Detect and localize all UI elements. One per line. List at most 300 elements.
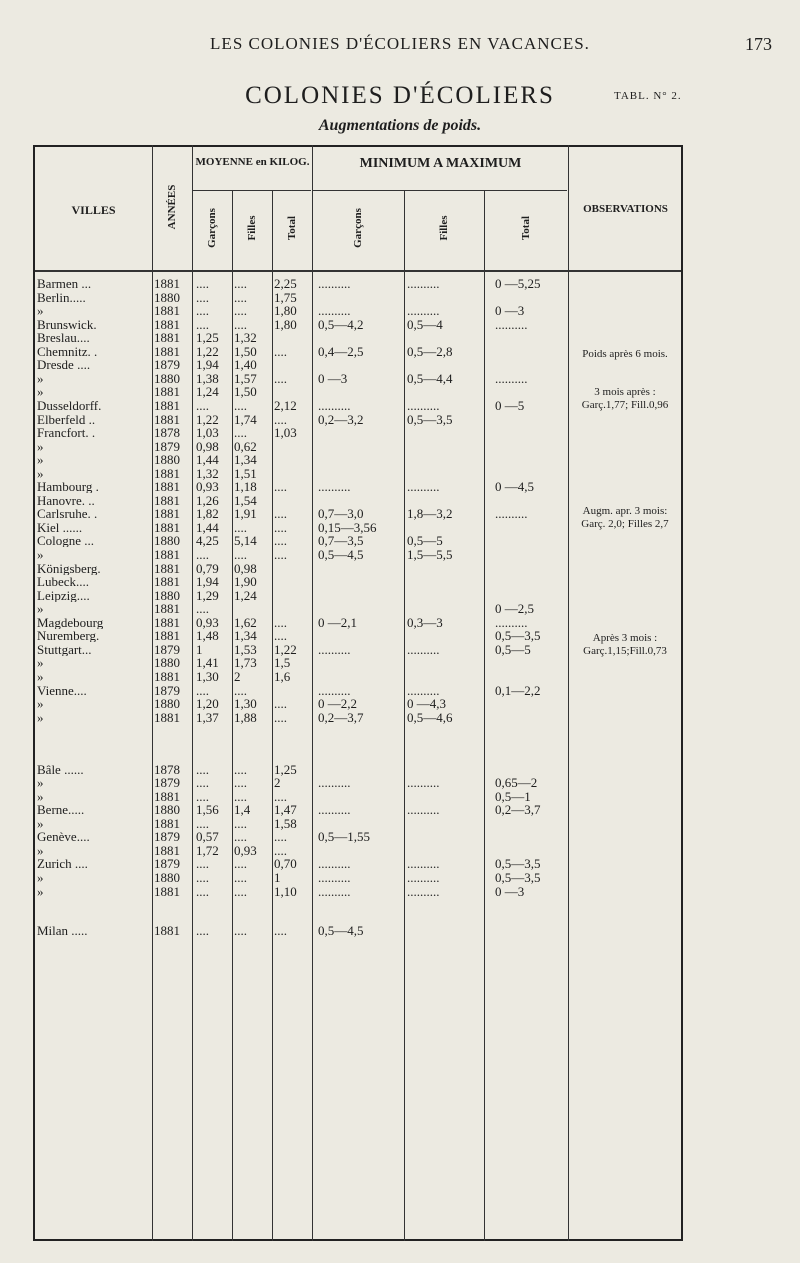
cell-mt: .... bbox=[274, 480, 287, 494]
cell-ville: Brunswick. bbox=[37, 317, 97, 331]
cell-nf: .......... bbox=[407, 871, 440, 884]
cell-annee: 1881 bbox=[154, 385, 180, 399]
page-number: 173 bbox=[745, 34, 772, 54]
cell-mt: .... bbox=[274, 697, 287, 711]
cell-mg: 1,30 bbox=[196, 669, 219, 683]
table-row bbox=[35, 857, 681, 870]
cell-annee: 1879 bbox=[154, 642, 180, 656]
cell-mg: 1,25 bbox=[196, 331, 219, 345]
observation-note: Garç. 2,0; Filles 2,7 bbox=[581, 518, 669, 530]
cell-mf: 1,62 bbox=[234, 615, 257, 629]
cell-ville: Lubeck.... bbox=[37, 575, 89, 589]
table-row bbox=[35, 697, 681, 710]
table-row bbox=[35, 413, 681, 426]
cell-nf: .......... bbox=[407, 398, 440, 412]
cell-nf: .......... bbox=[407, 642, 440, 656]
cell-mt: 1,22 bbox=[274, 642, 297, 656]
cell-mt: .... bbox=[274, 371, 287, 385]
cell-nf: .......... bbox=[407, 683, 440, 697]
cell-mf: 1,34 bbox=[234, 453, 257, 467]
observation-note: 3 mois après : bbox=[594, 386, 656, 398]
cell-mt: .... bbox=[274, 629, 287, 643]
cell-mg: .... bbox=[196, 789, 209, 803]
cell-mt: 1,5 bbox=[274, 656, 291, 670]
cell-ville: » bbox=[37, 453, 44, 467]
cell-ville: Vienne.... bbox=[37, 683, 87, 697]
cell-mt: .... bbox=[274, 520, 287, 534]
cell-mt: 1,80 bbox=[274, 317, 297, 331]
cell-ville: Francfort. . bbox=[37, 426, 96, 440]
cell-mf: .... bbox=[234, 683, 247, 697]
table-row bbox=[35, 575, 681, 588]
cell-annee: 1880 bbox=[154, 656, 180, 670]
cell-ville: » bbox=[37, 669, 44, 683]
cell-annee: 1881 bbox=[154, 789, 180, 803]
cell-ng: 0,5—4,2 bbox=[318, 317, 364, 331]
cell-mt: 0,70 bbox=[274, 857, 297, 871]
cell-mt: 2,25 bbox=[274, 277, 297, 290]
cell-nf: .......... bbox=[407, 304, 440, 318]
cell-annee: 1879 bbox=[154, 776, 180, 790]
table-row bbox=[35, 684, 681, 697]
cell-mt: .... bbox=[274, 507, 287, 521]
cell-ng: .......... bbox=[318, 480, 351, 494]
table-row bbox=[35, 844, 681, 857]
cell-mg: 1,29 bbox=[196, 588, 219, 602]
cell-mf: 1,53 bbox=[234, 642, 257, 656]
cell-annee: 1878 bbox=[154, 762, 180, 776]
cell-mg: 1,82 bbox=[196, 507, 219, 521]
cell-annee: 1881 bbox=[154, 480, 180, 494]
cell-nf: 1,8—3,2 bbox=[407, 507, 453, 521]
cell-mg: 0,98 bbox=[196, 439, 219, 453]
cell-annee: 1880 bbox=[154, 871, 180, 884]
cell-mg: 1,32 bbox=[196, 466, 219, 480]
cell-mf: .... bbox=[234, 548, 247, 561]
cell-annee: 1880 bbox=[154, 534, 180, 548]
cell-nf: .......... bbox=[407, 480, 440, 494]
cell-mt: 1,47 bbox=[274, 803, 297, 817]
cell-mg: .... bbox=[196, 857, 209, 871]
cell-annee: 1880 bbox=[154, 453, 180, 467]
cell-annee: 1879 bbox=[154, 439, 180, 453]
cell-ville: » bbox=[37, 789, 44, 803]
cell-mf: .... bbox=[234, 857, 247, 871]
cell-annee: 1881 bbox=[154, 602, 180, 616]
cell-nf: .......... bbox=[407, 803, 440, 817]
cell-ville: » bbox=[37, 776, 44, 790]
cell-mf: 1,30 bbox=[234, 697, 257, 711]
cell-annee: 1880 bbox=[154, 588, 180, 602]
cell-ng: .......... bbox=[318, 304, 351, 318]
cell-ville: Elberfeld .. bbox=[37, 412, 96, 426]
cell-mf: .... bbox=[234, 776, 247, 790]
cell-ville: » bbox=[37, 656, 44, 670]
cell-ville: Breslau.... bbox=[37, 331, 90, 345]
table-row bbox=[35, 467, 681, 480]
table-row bbox=[35, 548, 681, 561]
cell-ville: » bbox=[37, 710, 44, 724]
cell-mt: .... bbox=[274, 923, 287, 937]
cell-nt: 0,1—2,2 bbox=[495, 683, 541, 697]
cell-ville: Stuttgart... bbox=[37, 642, 92, 656]
cell-mg: .... bbox=[196, 816, 209, 830]
cell-ng: 0,5—4,5 bbox=[318, 923, 364, 937]
cell-ng: 0,5—4,5 bbox=[318, 548, 364, 561]
observation-note: Après 3 mois : bbox=[592, 632, 658, 644]
cell-ng: .......... bbox=[318, 277, 351, 290]
cell-mf: 1,50 bbox=[234, 344, 257, 358]
header-observations: OBSERVATIONS bbox=[583, 203, 668, 215]
cell-mg: .... bbox=[196, 923, 209, 937]
cell-mf: 5,14 bbox=[234, 534, 257, 548]
cell-nf: .......... bbox=[407, 776, 440, 790]
cell-annee: 1881 bbox=[154, 575, 180, 589]
header-annees: ANNÉES bbox=[166, 184, 178, 230]
cell-mf: .... bbox=[234, 277, 247, 290]
table-row bbox=[35, 589, 681, 602]
cell-mg: 1,38 bbox=[196, 371, 219, 385]
cell-mf: .... bbox=[234, 398, 247, 412]
cell-mg: 0,79 bbox=[196, 561, 219, 575]
cell-nt: 0,5—3,5 bbox=[495, 629, 541, 643]
header-moy-garcons: Garçons bbox=[206, 208, 218, 248]
observation-note: Augm. apr. 3 mois: bbox=[582, 505, 668, 517]
cell-mf: 1,32 bbox=[234, 331, 257, 345]
cell-nt: .......... bbox=[495, 615, 528, 629]
cell-ng: 0,2—3,7 bbox=[318, 710, 364, 724]
cell-mg: 1,48 bbox=[196, 629, 219, 643]
header-moy-total: Total bbox=[286, 215, 298, 241]
cell-mf: 1,57 bbox=[234, 371, 257, 385]
cell-annee: 1881 bbox=[154, 548, 180, 561]
cell-nf: 0,5—3,5 bbox=[407, 412, 453, 426]
header-rule bbox=[35, 270, 681, 272]
cell-mg: .... bbox=[196, 871, 209, 884]
cell-nt: 0 —5 bbox=[495, 398, 525, 412]
cell-ville: Königsberg. bbox=[37, 561, 101, 575]
cell-mf: 1,51 bbox=[234, 466, 257, 480]
cell-mg: 0,93 bbox=[196, 615, 219, 629]
cell-nf: 0 —4,3 bbox=[407, 697, 446, 711]
table-row bbox=[35, 562, 681, 575]
table-row bbox=[35, 372, 681, 385]
cell-ville: Leipzig.... bbox=[37, 588, 90, 602]
cell-annee: 1881 bbox=[154, 412, 180, 426]
table-row bbox=[35, 924, 681, 937]
cell-annee: 1881 bbox=[154, 629, 180, 643]
cell-ville: Chemnitz. . bbox=[37, 344, 98, 358]
cell-mt: .... bbox=[274, 710, 287, 724]
cell-nt: 0 —2,5 bbox=[495, 602, 534, 616]
cell-mf: 1,74 bbox=[234, 412, 257, 426]
cell-mg: .... bbox=[196, 884, 209, 898]
cell-nf: 1,5—5,5 bbox=[407, 548, 453, 561]
cell-annee: 1881 bbox=[154, 816, 180, 830]
cell-mg: 1,41 bbox=[196, 656, 219, 670]
cell-ville: Hambourg . bbox=[37, 480, 99, 494]
cell-ng: 0 —3 bbox=[318, 371, 348, 385]
cell-ng: 0,5—1,55 bbox=[318, 830, 370, 844]
cell-ng: .......... bbox=[318, 857, 351, 871]
cell-mt: 2 bbox=[274, 776, 281, 790]
cell-mf: 1,50 bbox=[234, 385, 257, 399]
cell-ng: 0,2—3,2 bbox=[318, 412, 364, 426]
cell-ng: .......... bbox=[318, 884, 351, 898]
cell-ville: » bbox=[37, 304, 44, 318]
cell-nf: .......... bbox=[407, 277, 440, 290]
table-row bbox=[35, 871, 681, 884]
cell-mt: 1,80 bbox=[274, 304, 297, 318]
cell-mg: .... bbox=[196, 304, 209, 318]
cell-nt: .......... bbox=[495, 317, 528, 331]
cell-ng: .......... bbox=[318, 398, 351, 412]
cell-annee: 1880 bbox=[154, 371, 180, 385]
cell-nt: 0 —3 bbox=[495, 884, 525, 898]
table-row bbox=[35, 602, 681, 615]
cell-ng: .......... bbox=[318, 803, 351, 817]
table-row bbox=[35, 534, 681, 547]
cell-ng: 0,15—3,56 bbox=[318, 520, 377, 534]
cell-ville: Magdebourg bbox=[37, 615, 104, 629]
cell-ville: Cologne ... bbox=[37, 534, 95, 548]
cell-annee: 1881 bbox=[154, 843, 180, 857]
cell-mg: .... bbox=[196, 776, 209, 790]
cell-mt: 1 bbox=[274, 871, 281, 884]
cell-mf: 1,88 bbox=[234, 710, 257, 724]
cell-nt: .......... bbox=[495, 507, 528, 521]
table-subtitle: Augmentations de poids. bbox=[318, 117, 482, 134]
cell-mg: 1,56 bbox=[196, 803, 219, 817]
observation-note: Garç.1,77; Fill.0,96 bbox=[581, 399, 669, 411]
cell-mf: 0,93 bbox=[234, 843, 257, 857]
cell-annee: 1879 bbox=[154, 830, 180, 844]
cell-nf: .......... bbox=[407, 884, 440, 898]
cell-mf: .... bbox=[234, 520, 247, 534]
cell-mt: 1,75 bbox=[274, 290, 297, 304]
cell-mf: 0,62 bbox=[234, 439, 257, 453]
cell-ville: Barmen ... bbox=[37, 277, 92, 290]
cell-mg: .... bbox=[196, 317, 209, 331]
cell-mt: .... bbox=[274, 843, 287, 857]
cell-mg: .... bbox=[196, 290, 209, 304]
table-row bbox=[35, 277, 681, 290]
cell-ville: » bbox=[37, 843, 44, 857]
cell-mt: .... bbox=[274, 789, 287, 803]
cell-nt: .......... bbox=[495, 371, 528, 385]
cell-ng: 0,7—3,0 bbox=[318, 507, 364, 521]
cell-mt: .... bbox=[274, 534, 287, 548]
cell-ville: Nuremberg. bbox=[37, 629, 100, 643]
table-row bbox=[35, 331, 681, 344]
table-row bbox=[35, 480, 681, 493]
cell-nt: 0 —4,5 bbox=[495, 480, 534, 494]
cell-mf: 1,24 bbox=[234, 588, 257, 602]
table-row bbox=[35, 426, 681, 439]
cell-annee: 1881 bbox=[154, 331, 180, 345]
cell-mf: 1,18 bbox=[234, 480, 257, 494]
cell-ng: .......... bbox=[318, 871, 351, 884]
cell-ng: 0 —2,2 bbox=[318, 697, 357, 711]
cell-mt: .... bbox=[274, 830, 287, 844]
cell-mg: 1,94 bbox=[196, 575, 219, 589]
table-row bbox=[35, 318, 681, 331]
cell-annee: 1881 bbox=[154, 884, 180, 898]
cell-ng: 0 —2,1 bbox=[318, 615, 357, 629]
cell-mf: 2 bbox=[234, 669, 241, 683]
cell-mg: 0,57 bbox=[196, 830, 219, 844]
cell-ville: Carlsruhe. . bbox=[37, 507, 98, 521]
cell-annee: 1881 bbox=[154, 493, 180, 507]
cell-mf: .... bbox=[234, 426, 247, 440]
header-villes: VILLES bbox=[71, 203, 116, 217]
cell-ville: » bbox=[37, 466, 44, 480]
cell-nt: 0,5—3,5 bbox=[495, 857, 541, 871]
cell-mg: 1,72 bbox=[196, 843, 219, 857]
cell-mg: 1,44 bbox=[196, 453, 219, 467]
cell-annee: 1881 bbox=[154, 710, 180, 724]
cell-annee: 1881 bbox=[154, 669, 180, 683]
cell-annee: 1881 bbox=[154, 466, 180, 480]
cell-nf: 0,5—4,6 bbox=[407, 710, 453, 724]
cell-mf: .... bbox=[234, 871, 247, 884]
cell-mt: 1,58 bbox=[274, 816, 297, 830]
cell-annee: 1881 bbox=[154, 507, 180, 521]
cell-ville: Hanovre. .. bbox=[37, 493, 95, 507]
cell-annee: 1881 bbox=[154, 277, 180, 290]
cell-nf: 0,5—4 bbox=[407, 317, 443, 331]
cell-mt: .... bbox=[274, 412, 287, 426]
cell-ville: Genève.... bbox=[37, 830, 90, 844]
cell-annee: 1879 bbox=[154, 857, 180, 871]
cell-nt: 0,5—3,5 bbox=[495, 871, 541, 884]
cell-mf: .... bbox=[234, 884, 247, 898]
cell-ville: » bbox=[37, 871, 44, 884]
cell-ville: Berlin..... bbox=[37, 290, 86, 304]
cell-mg: 1,94 bbox=[196, 358, 219, 372]
cell-mg: 1,37 bbox=[196, 710, 219, 724]
cell-ville: Zurich .... bbox=[37, 857, 88, 871]
cell-ville: » bbox=[37, 385, 44, 399]
table-row bbox=[35, 440, 681, 453]
cell-ng: .......... bbox=[318, 642, 351, 656]
header-mm-total: Total bbox=[520, 215, 532, 241]
cell-mf: .... bbox=[234, 290, 247, 304]
cell-mg: 1,22 bbox=[196, 344, 219, 358]
cell-mg: 1,44 bbox=[196, 520, 219, 534]
cell-nt: 0,5—5 bbox=[495, 642, 531, 656]
header-mm-garcons: Garçons bbox=[352, 208, 364, 248]
cell-mt: .... bbox=[274, 615, 287, 629]
cell-nt: 0,2—3,7 bbox=[495, 803, 541, 817]
cell-mf: .... bbox=[234, 317, 247, 331]
cell-mg: 1 bbox=[196, 642, 203, 656]
cell-ville: Dresde .... bbox=[37, 358, 91, 372]
cell-nt: 0 —3 bbox=[495, 304, 525, 318]
cell-mf: .... bbox=[234, 816, 247, 830]
cell-mt: 1,03 bbox=[274, 426, 297, 440]
header-min-max: MINIMUM A MAXIMUM bbox=[359, 156, 522, 171]
cell-mt: 1,25 bbox=[274, 762, 297, 776]
cell-mt: .... bbox=[274, 548, 287, 561]
table-row bbox=[35, 803, 681, 816]
cell-ville: » bbox=[37, 816, 44, 830]
cell-mf: 1,90 bbox=[234, 575, 257, 589]
cell-annee: 1878 bbox=[154, 426, 180, 440]
cell-ng: 0,4—2,5 bbox=[318, 344, 364, 358]
cell-mt: .... bbox=[274, 344, 287, 358]
cell-mf: 1,91 bbox=[234, 507, 257, 521]
cell-mt: 2,12 bbox=[274, 398, 297, 412]
cell-annee: 1881 bbox=[154, 344, 180, 358]
cell-mg: 1,22 bbox=[196, 412, 219, 426]
cell-ville: » bbox=[37, 602, 44, 616]
running-head bbox=[0, 34, 800, 58]
cell-ville: » bbox=[37, 371, 44, 385]
cell-mf: 1,73 bbox=[234, 656, 257, 670]
cell-annee: 1881 bbox=[154, 561, 180, 575]
cell-ville: Dusseldorff. bbox=[37, 398, 102, 412]
cell-mf: 0,98 bbox=[234, 561, 257, 575]
table-row bbox=[35, 817, 681, 830]
cell-mg: .... bbox=[196, 548, 209, 561]
cell-ville: Berne..... bbox=[37, 803, 85, 817]
cell-mg: .... bbox=[196, 398, 209, 412]
cell-nt: 0 —5,25 bbox=[495, 277, 541, 290]
table-row bbox=[35, 453, 681, 466]
cell-ville: » bbox=[37, 548, 44, 561]
cell-annee: 1881 bbox=[154, 615, 180, 629]
table-row bbox=[35, 616, 681, 629]
cell-mg: .... bbox=[196, 277, 209, 290]
cell-nf: 0,5—4,4 bbox=[407, 371, 453, 385]
observation-note: Poids après 6 mois. bbox=[582, 348, 668, 360]
cell-ville: Bâle ...... bbox=[37, 762, 84, 776]
cell-annee: 1881 bbox=[154, 317, 180, 331]
cell-annee: 1881 bbox=[154, 304, 180, 318]
cell-ville: Milan ..... bbox=[37, 923, 88, 937]
cell-nt: 0,5—1 bbox=[495, 789, 531, 803]
cell-ville: » bbox=[37, 884, 44, 898]
cell-nf: 0,5—2,8 bbox=[407, 344, 453, 358]
cell-ng: .......... bbox=[318, 683, 351, 697]
cell-nf: 0,3—3 bbox=[407, 615, 443, 629]
table-row bbox=[35, 304, 681, 317]
cell-mf: 1,54 bbox=[234, 493, 257, 507]
table-row bbox=[35, 830, 681, 843]
cell-mg: .... bbox=[196, 683, 209, 697]
cell-ville: » bbox=[37, 439, 44, 453]
cell-mg: 1,24 bbox=[196, 385, 219, 399]
table-row bbox=[35, 776, 681, 789]
cell-mg: .... bbox=[196, 602, 209, 616]
cell-ville: Kiel ...... bbox=[37, 520, 83, 534]
table-row bbox=[35, 656, 681, 669]
cell-annee: 1880 bbox=[154, 290, 180, 304]
header-moy-filles: Filles bbox=[246, 215, 258, 241]
table-row bbox=[35, 670, 681, 683]
cell-mf: 1,40 bbox=[234, 358, 257, 372]
table-number: TABL. N° 2. bbox=[614, 90, 682, 102]
cell-mg: 1,20 bbox=[196, 697, 219, 711]
table-row bbox=[35, 763, 681, 776]
table-row bbox=[35, 711, 681, 724]
cell-annee: 1879 bbox=[154, 683, 180, 697]
cell-mg: .... bbox=[196, 762, 209, 776]
cell-annee: 1881 bbox=[154, 398, 180, 412]
cell-annee: 1881 bbox=[154, 520, 180, 534]
cell-mg: 1,26 bbox=[196, 493, 219, 507]
